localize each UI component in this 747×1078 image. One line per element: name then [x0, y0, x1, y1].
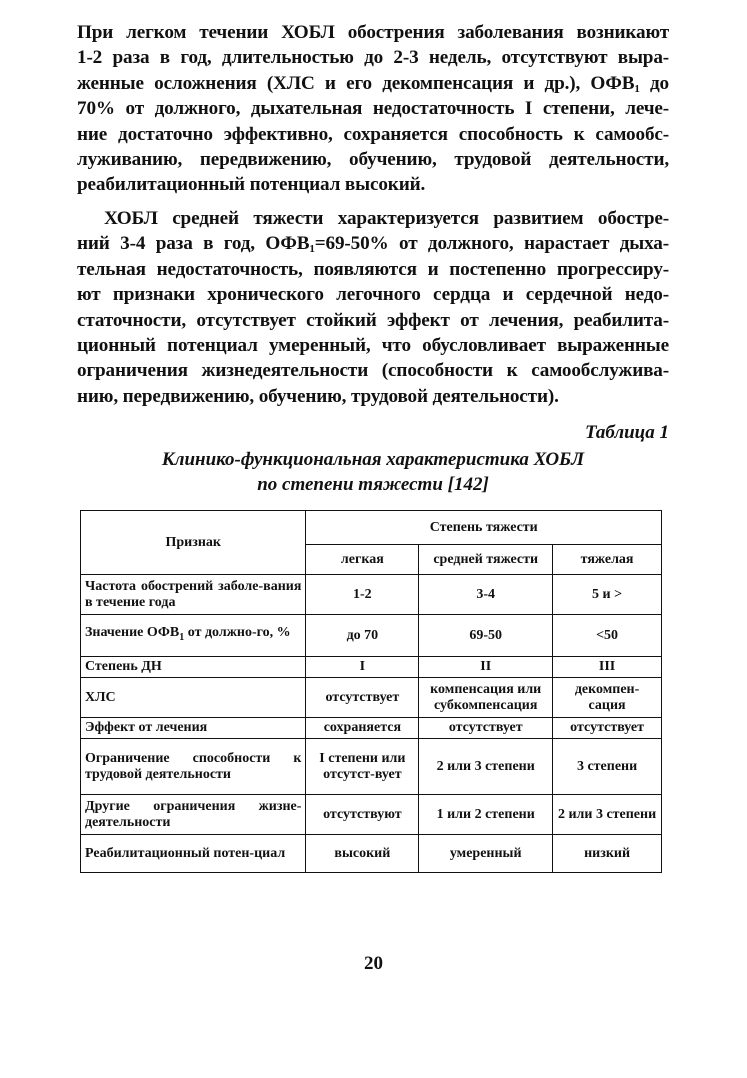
subscript: 1 — [179, 631, 185, 643]
text-line: ХОБЛ средней тяжести характеризуется развитием обостре- — [104, 208, 669, 229]
cell-mild: до 70 — [306, 615, 419, 657]
page-number: 20 — [364, 953, 383, 974]
header-mild: легкая — [306, 545, 419, 575]
cell-severe: декомпен-сация — [553, 678, 662, 718]
table-header-row — [81, 511, 662, 545]
cell-moderate: 69-50 — [419, 615, 553, 657]
table-row — [81, 795, 662, 835]
cell-severe: 2 или 3 степени — [553, 795, 662, 835]
text-fragment: ний 3-4 раза в год, ОФВ — [77, 233, 310, 255]
cell-mild: I — [306, 657, 419, 678]
text-line: ограничения жизнедеятельности (способности к самообслужива- — [77, 360, 669, 382]
text-line: статочности, отсутствует стойкий эффект от лечения, реабилита- — [77, 309, 669, 331]
subscript: 1 — [309, 243, 315, 256]
text-line: ние достаточно эффективно, сохраняется способность к самообс- — [77, 123, 669, 145]
cell-mild: высокий — [306, 835, 419, 873]
table-row — [81, 657, 662, 678]
row-feature: Другие ограничения жизне-деятельности — [81, 795, 306, 835]
cell-mild: отсутствуют — [306, 795, 419, 835]
cell-severe: отсутствует — [553, 718, 662, 739]
text-line: ционный потенциал умеренный, что обусловливает выраженные — [77, 334, 669, 356]
paragraph-moderate-copd — [77, 206, 669, 409]
table-title — [77, 447, 669, 497]
row-feature: Степень ДН — [81, 657, 306, 678]
cell-moderate: 3-4 — [419, 575, 553, 615]
header-feature: Признак — [81, 511, 306, 575]
cell-moderate: умеренный — [419, 835, 553, 873]
table-row — [81, 739, 662, 795]
text-line: луживанию, передвижению, обучению, трудовой деятельности, — [77, 148, 669, 170]
text-line: При легком течении ХОБЛ обострения заболевания возникают — [77, 22, 669, 43]
table-row — [81, 575, 662, 615]
cell-mild: отсутствует — [306, 678, 419, 718]
table-title-line: по степени тяжести [142] — [257, 474, 489, 495]
row-feature — [81, 615, 306, 657]
header-severity: Степень тяжести — [306, 511, 662, 545]
text-line: 1-2 раза в год, длительностью до 2-3 недель, отсутствуют выра- — [77, 47, 669, 69]
text-line: реабилитационный потенциал высокий. — [77, 174, 426, 196]
cell-severe: низкий — [553, 835, 662, 873]
cell-mild: сохраняется — [306, 718, 419, 739]
text-fragment: =69-50% от должного, нарастает дыха- — [314, 233, 669, 255]
text-line — [77, 231, 669, 256]
row-feature: Реабилитационный потен-циал — [81, 835, 306, 873]
cell-moderate: 1 или 2 степени — [419, 795, 553, 835]
text-line: нию, передвижению, обучению, трудовой деятельности). — [77, 385, 559, 407]
text-line — [77, 71, 669, 96]
table-row — [81, 718, 662, 739]
text-fragment: Значение ОФВ — [85, 625, 180, 641]
table-title-line: Клинико-функциональная характеристика ХОБЛ — [161, 449, 585, 470]
cell-severe: 3 степени — [553, 739, 662, 795]
cell-severe: 5 и > — [553, 575, 662, 615]
text-fragment: от должно-го, % — [184, 625, 291, 641]
cell-severe: <50 — [553, 615, 662, 657]
cell-moderate: 2 или 3 степени — [419, 739, 553, 795]
header-moderate: средней тяжести — [419, 545, 553, 575]
cell-mild: 1-2 — [306, 575, 419, 615]
cell-moderate: компенсация или субкомпенсация — [419, 678, 553, 718]
text-line: ют признаки хронического легочного сердца и сердечной недо- — [77, 284, 669, 306]
text-line: тельная недостаточность, появляются и постепенно прогрессиру- — [77, 258, 669, 280]
text-fragment: до — [639, 72, 669, 94]
table-row — [81, 835, 662, 873]
table-row — [81, 678, 662, 718]
text-line: 70% от должного, дыхательная недостаточность I степени, лече- — [77, 98, 669, 120]
text-fragment: женные осложнения (ХЛС и его декомпенсация и др.), ОФВ — [77, 72, 635, 94]
row-feature: ХЛС — [81, 678, 306, 718]
table-label: Таблица 1 — [584, 422, 669, 443]
cell-moderate: II — [419, 657, 553, 678]
table-row — [81, 615, 662, 657]
row-feature: Ограничение способности к трудовой деятельности — [81, 739, 306, 795]
subscript: 1 — [634, 82, 640, 95]
cell-moderate: отсутствует — [419, 718, 553, 739]
paragraph-mild-copd — [77, 20, 669, 198]
row-feature: Частота обострений заболе-вания в течение года — [81, 575, 306, 615]
cell-mild: I степени или отсутст-вует — [306, 739, 419, 795]
row-feature: Эффект от лечения — [81, 718, 306, 739]
cell-severe: III — [553, 657, 662, 678]
severity-table — [80, 510, 662, 873]
header-severe: тяжелая — [553, 545, 662, 575]
